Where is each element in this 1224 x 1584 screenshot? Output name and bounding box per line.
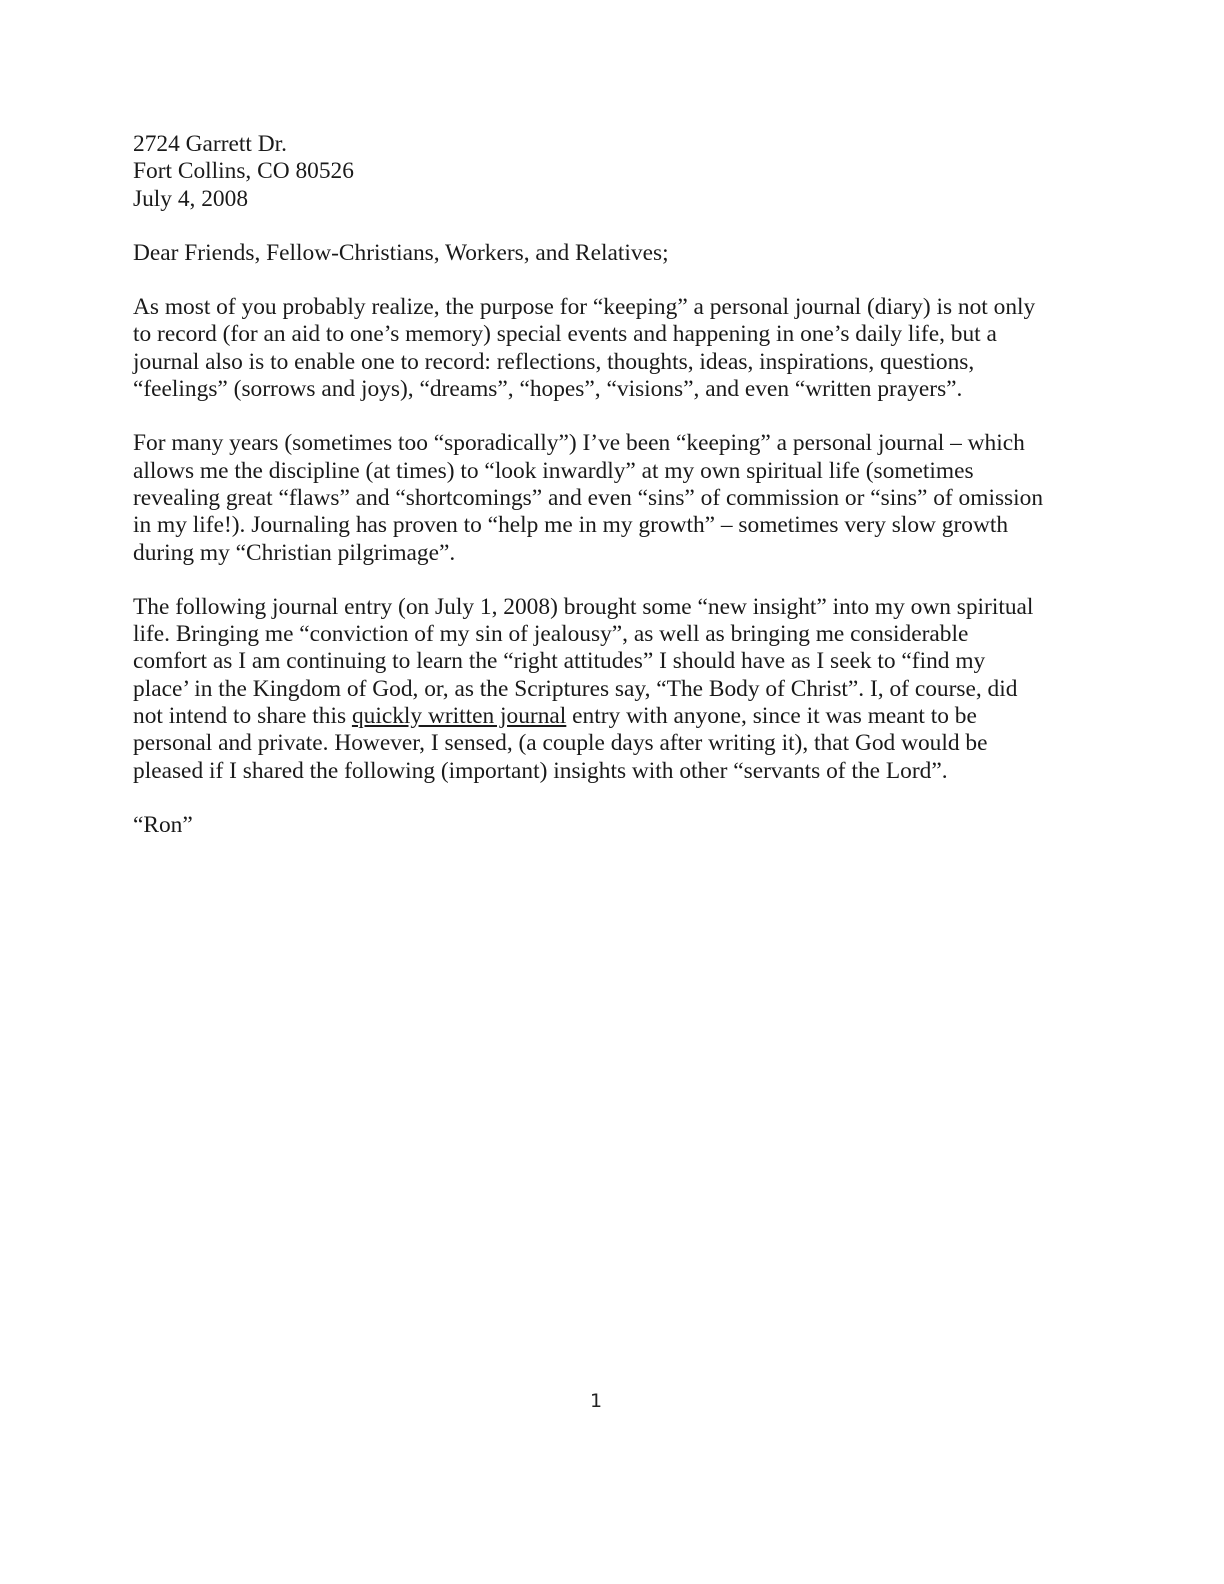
line-text: entry with anyone, since it was meant to be (566, 703, 977, 730)
paragraph-line (133, 703, 1073, 730)
paragraph-line: “feelings” (sorrows and joys), “dreams”, “hopes”, “visions”, and even “written prayers”. (133, 376, 963, 403)
paragraph-line: comfort as I am continuing to learn the “right attitudes” I should have as I seek to “find my (133, 648, 986, 675)
paragraph-line: allows me the discipline (at times) to “look inwardly” at my own spiritual life (sometimes (133, 457, 974, 484)
paragraph-line: during my “Christian pilgrimage”. (133, 539, 456, 566)
address-street: 2724 Garrett Dr. (133, 131, 287, 157)
letter-date: July 4, 2008 (133, 185, 249, 212)
address-block (133, 131, 1073, 213)
paragraph-line: life. Bringing me “conviction of my sin of jealousy”, as well as bringing me considerable (133, 621, 969, 648)
paragraph-line: personal and private. However, I sensed, (a couple days after writing it), that God would be (133, 730, 988, 757)
paragraph-line: As most of you probably realize, the purpose for “keeping” a personal journal (diary) is not only (133, 294, 1036, 321)
paragraph-3 (133, 594, 1073, 785)
paragraph-line: For many years (sometimes too “sporadically”) I’ve been “keeping” a personal journal – which (133, 430, 1025, 457)
signature: “Ron” (133, 811, 193, 838)
page-number: 1 (589, 1390, 603, 1412)
salutation: Dear Friends, Fellow-Christians, Workers, and Relatives; (133, 239, 669, 266)
paragraph-1 (133, 294, 1073, 403)
paragraph-line: place’ in the Kingdom of God, or, as the Scriptures say, “The Body of Christ”. I, of course, did (133, 675, 1018, 702)
paragraph-line: in my life!). Journaling has proven to “help me in my growth” – sometimes very slow growth (133, 512, 1009, 539)
paragraph-line: The following journal entry (on July 1, 2008) brought some “new insight” into my own spiritual (133, 593, 1034, 620)
line-text: not intend to share this (133, 703, 352, 730)
paragraph-line: journal also is to enable one to record: reflections, thoughts, ideas, inspirations, questions, (133, 348, 975, 375)
paragraph-2 (133, 430, 1073, 566)
letter-body (133, 131, 1073, 839)
paragraph-line: revealing great “flaws” and “shortcomings” and even “sins” of commission or “sins” of omission (133, 484, 1044, 511)
underlined-phrase: quickly written journal (351, 703, 567, 730)
address-city-state-zip: Fort Collins, CO 80526 (133, 158, 354, 185)
paragraph-line: to record (for an aid to one’s memory) special events and happening in one’s daily life, but a (133, 321, 997, 348)
paragraph-line: pleased if I shared the following (important) insights with other “servants of the Lord”. (133, 757, 948, 784)
